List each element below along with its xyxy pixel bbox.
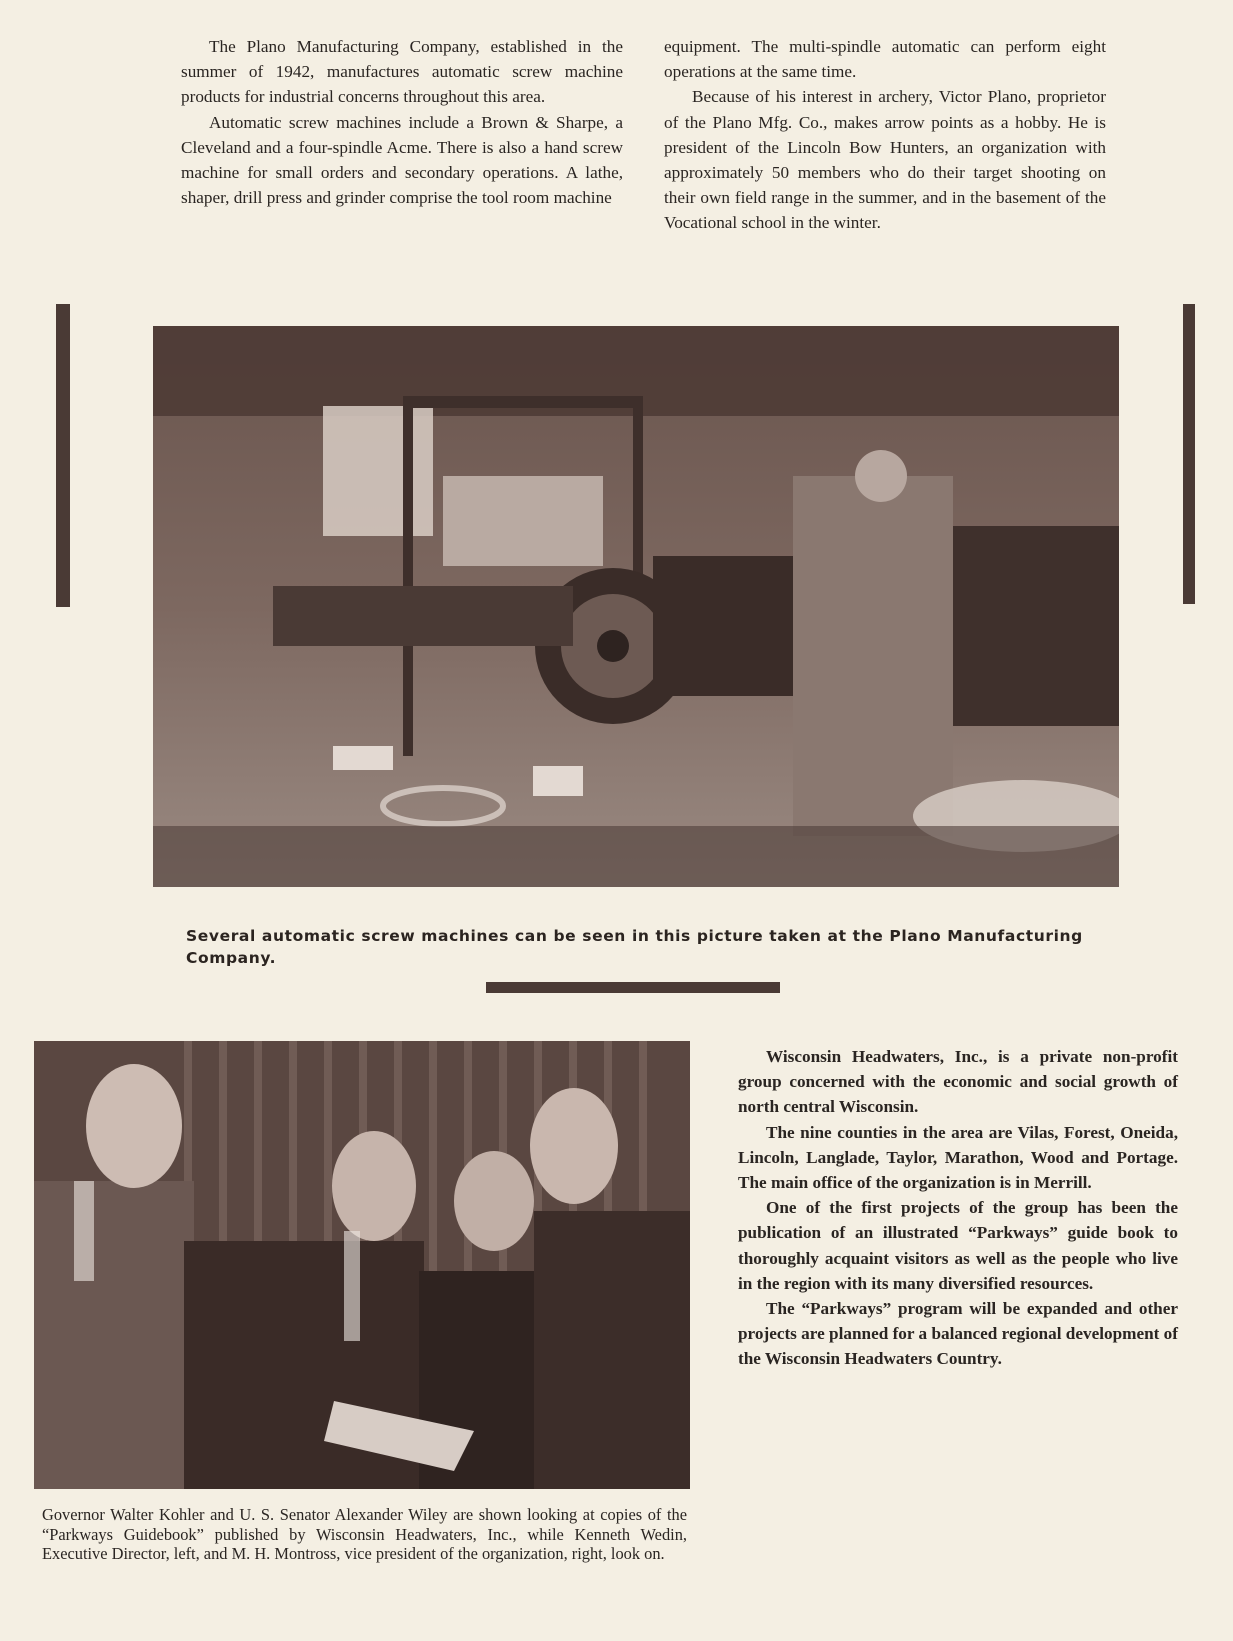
officials-group-photo — [34, 1041, 690, 1489]
paragraph: Automatic screw machines include a Brown & Sharpe, a Cleveland and a four-spindle Acme. There is also a hand screw machine for small orders and secondary operations. A lathe, shaper, drill press and grinder comprise the tool room machine — [181, 112, 623, 208]
group-photo-caption: Governor Walter Kohler and U. S. Senator Alexander Wiley are shown looking at copies of the “Parkways Guidebook” published by Wisconsin Headwaters, Inc., while Kenneth Wedin, Executive Director, left, and M. H. Montross, vice president of the organization, right, look on. — [42, 1505, 687, 1564]
decorative-rule-left — [56, 304, 70, 607]
shop-photo-caption: Several automatic screw machines can be seen in this picture taken at the Plano Manufacturing Company. — [186, 927, 1083, 967]
article-top-right-column — [664, 34, 1106, 236]
paragraph: Because of his interest in archery, Victor Plano, proprietor of the Plano Mfg. Co., makes arrow points as a hobby. He is president of the Lincoln Bow Hunters, an organization with approximately 50 members who do their target shooting on their own field range in the summer, and in the basement of the Vocational school in the winter. — [664, 87, 1106, 233]
paragraph: The nine counties in the area are Vilas, Forest, Oneida, Lincoln, Langlade, Taylor, Marathon, Wood and Portage. The main office of the organization is in Merrill. — [738, 1122, 1178, 1193]
paragraph: The “Parkways” program will be expanded and other projects are planned for a balanced regional development of the Wisconsin Headwaters Country. — [738, 1299, 1178, 1369]
paragraph: equipment. The multi-spindle automatic can perform eight operations at the same time. — [664, 37, 1106, 82]
machine-shop-photo — [153, 326, 1119, 887]
paragraph: The Plano Manufacturing Company, established in the summer of 1942, manufactures automatic screw machine products for industrial concerns throughout this area. — [181, 37, 623, 107]
paragraph: Wisconsin Headwaters, Inc., is a private non-profit group concerned with the economic and social growth of north central Wisconsin. — [738, 1047, 1178, 1117]
decorative-rule-center — [486, 982, 780, 993]
article-top-left-column — [181, 34, 623, 210]
decorative-rule-right — [1183, 304, 1195, 604]
paragraph: One of the first projects of the group has been the publication of an illustrated “Parkways” guide book to thoroughly acquaint visitors as well as the people who live in the region with its many diversified resources. — [738, 1198, 1178, 1293]
article-bottom-column — [738, 1044, 1178, 1372]
